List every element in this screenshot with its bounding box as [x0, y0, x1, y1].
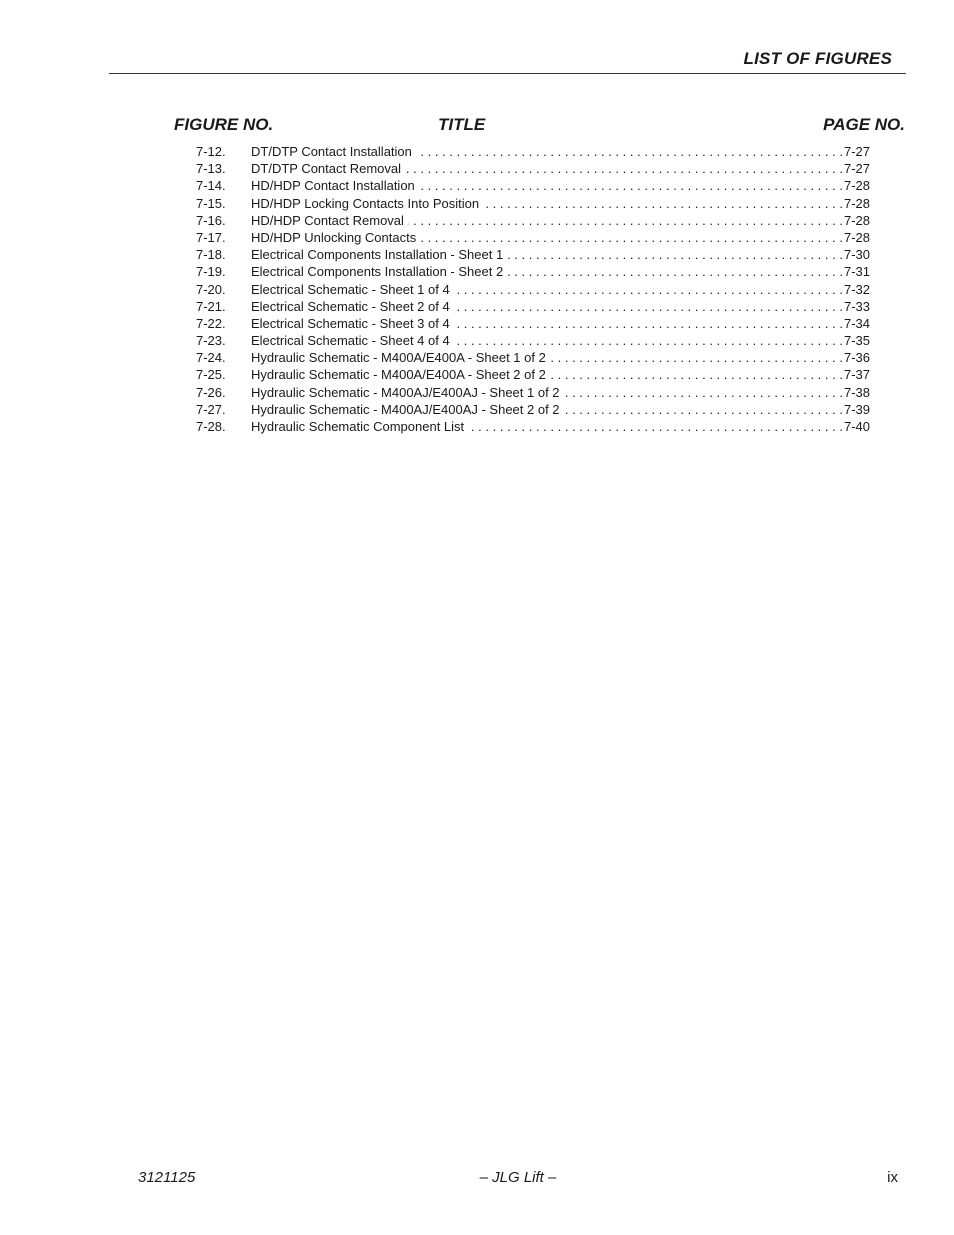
- figure-entry[interactable]: [196, 229, 870, 246]
- dot-leader: [483, 195, 843, 212]
- figure-entry[interactable]: [196, 298, 870, 315]
- figure-title: Electrical Components Installation - Sheet 2: [251, 264, 504, 280]
- dot-leader: [419, 177, 843, 194]
- dot-leader: [454, 315, 843, 332]
- figure-number: 7-28.: [196, 419, 226, 434]
- footer-brand: – JLG Lift –: [479, 1169, 557, 1186]
- figure-entry[interactable]: [196, 418, 870, 435]
- column-header-title: TITLE: [438, 115, 486, 134]
- footer-page-number: ix: [887, 1169, 898, 1186]
- figure-number: 7-20.: [196, 281, 226, 297]
- dot-leader: [454, 332, 843, 349]
- column-headers: [174, 115, 905, 137]
- figure-entry[interactable]: [196, 281, 870, 298]
- figure-page: 7-30: [843, 247, 870, 263]
- figure-page: 7-28: [843, 195, 870, 211]
- dot-leader: [564, 401, 843, 418]
- dot-leader: [507, 246, 843, 263]
- figure-title: Hydraulic Schematic - M400AJ/E400AJ - Sheet 2 of 2: [251, 401, 560, 417]
- figure-entry[interactable]: [196, 384, 870, 401]
- figure-number: 7-22.: [196, 315, 226, 331]
- figure-page: 7-39: [843, 401, 870, 417]
- figure-entry[interactable]: [196, 246, 870, 263]
- figure-title: Hydraulic Schematic Component List: [251, 419, 465, 434]
- figure-number: 7-14.: [196, 178, 226, 194]
- figure-title: Electrical Schematic - Sheet 2 of 4: [251, 298, 450, 314]
- figure-entry[interactable]: [196, 263, 870, 280]
- figure-page: 7-35: [843, 333, 870, 349]
- column-header-page-no: PAGE NO.: [823, 115, 905, 134]
- figure-title: Hydraulic Schematic - M400AJ/E400AJ - Sheet 1 of 2: [251, 384, 560, 400]
- figure-title: Electrical Schematic - Sheet 4 of 4: [251, 333, 450, 349]
- dot-leader: [468, 418, 843, 435]
- figure-number: 7-16.: [196, 212, 226, 228]
- figure-title: HD/HDP Contact Removal: [251, 212, 404, 228]
- figure-title: Hydraulic Schematic - M400A/E400A - Sheet 2 of 2: [251, 367, 546, 383]
- figure-entry[interactable]: [196, 401, 870, 418]
- dot-leader: [550, 349, 843, 366]
- dot-leader: [420, 229, 843, 246]
- figure-entry[interactable]: [196, 143, 870, 160]
- column-header-figure-no: FIGURE NO.: [174, 115, 274, 134]
- figure-entry[interactable]: [196, 349, 870, 366]
- figure-title: Electrical Schematic - Sheet 3 of 4: [251, 315, 450, 331]
- figure-number: 7-18.: [196, 247, 226, 263]
- figure-page: 7-37: [843, 367, 870, 383]
- dot-leader: [564, 384, 843, 401]
- figure-page: 7-28: [843, 212, 870, 228]
- figure-entry[interactable]: [196, 160, 870, 177]
- figure-title: DT/DTP Contact Installation: [251, 144, 412, 159]
- figure-list: [196, 143, 870, 435]
- dot-leader: [507, 263, 843, 280]
- figure-page: 7-27: [843, 161, 870, 177]
- figure-entry[interactable]: [196, 315, 870, 332]
- figure-entry[interactable]: [196, 332, 870, 349]
- figure-page: 7-27: [843, 144, 870, 159]
- figure-page: 7-31: [843, 264, 870, 280]
- figure-page: 7-28: [843, 229, 870, 245]
- figure-title: HD/HDP Unlocking Contacts: [251, 229, 417, 245]
- figure-page: 7-34: [843, 315, 870, 331]
- figure-page: 7-40: [843, 419, 870, 434]
- figure-page: 7-38: [843, 384, 870, 400]
- figure-page: 7-33: [843, 298, 870, 314]
- figure-page: 7-28: [843, 178, 870, 194]
- page-footer: [138, 1169, 898, 1187]
- page-header-title: LIST OF FIGURES: [743, 49, 892, 68]
- figure-number: 7-24.: [196, 350, 226, 366]
- figure-title: Electrical Schematic - Sheet 1 of 4: [251, 281, 450, 297]
- figure-page: 7-36: [843, 350, 870, 366]
- dot-leader: [454, 298, 843, 315]
- figure-number: 7-26.: [196, 384, 226, 400]
- figure-entry[interactable]: [196, 195, 870, 212]
- figure-number: 7-19.: [196, 264, 226, 280]
- figure-title: HD/HDP Contact Installation: [251, 178, 415, 194]
- figure-number: 7-17.: [196, 229, 226, 245]
- figure-number: 7-15.: [196, 195, 226, 211]
- dot-leader: [550, 366, 843, 383]
- figure-entry[interactable]: [196, 177, 870, 194]
- figure-page: 7-32: [843, 281, 870, 297]
- figure-number: 7-25.: [196, 367, 226, 383]
- figure-number: 7-13.: [196, 161, 226, 177]
- dot-leader: [454, 281, 843, 298]
- figure-title: HD/HDP Locking Contacts Into Position: [251, 195, 480, 211]
- figure-title: Electrical Components Installation - Sheet 1: [251, 247, 504, 263]
- figure-entry[interactable]: [196, 212, 870, 229]
- figure-number: 7-12.: [196, 144, 226, 159]
- footer-doc-number: 3121125: [138, 1169, 196, 1186]
- figure-title: DT/DTP Contact Removal: [251, 161, 402, 177]
- dot-leader: [405, 160, 843, 177]
- dot-leader: [408, 212, 843, 229]
- figure-number: 7-21.: [196, 298, 226, 314]
- figure-number: 7-23.: [196, 333, 226, 349]
- figure-title: Hydraulic Schematic - M400A/E400A - Sheet 1 of 2: [251, 350, 546, 366]
- figure-entry[interactable]: [196, 366, 870, 383]
- figure-number: 7-27.: [196, 401, 226, 417]
- header-rule: [109, 73, 906, 74]
- dot-leader: [416, 143, 843, 160]
